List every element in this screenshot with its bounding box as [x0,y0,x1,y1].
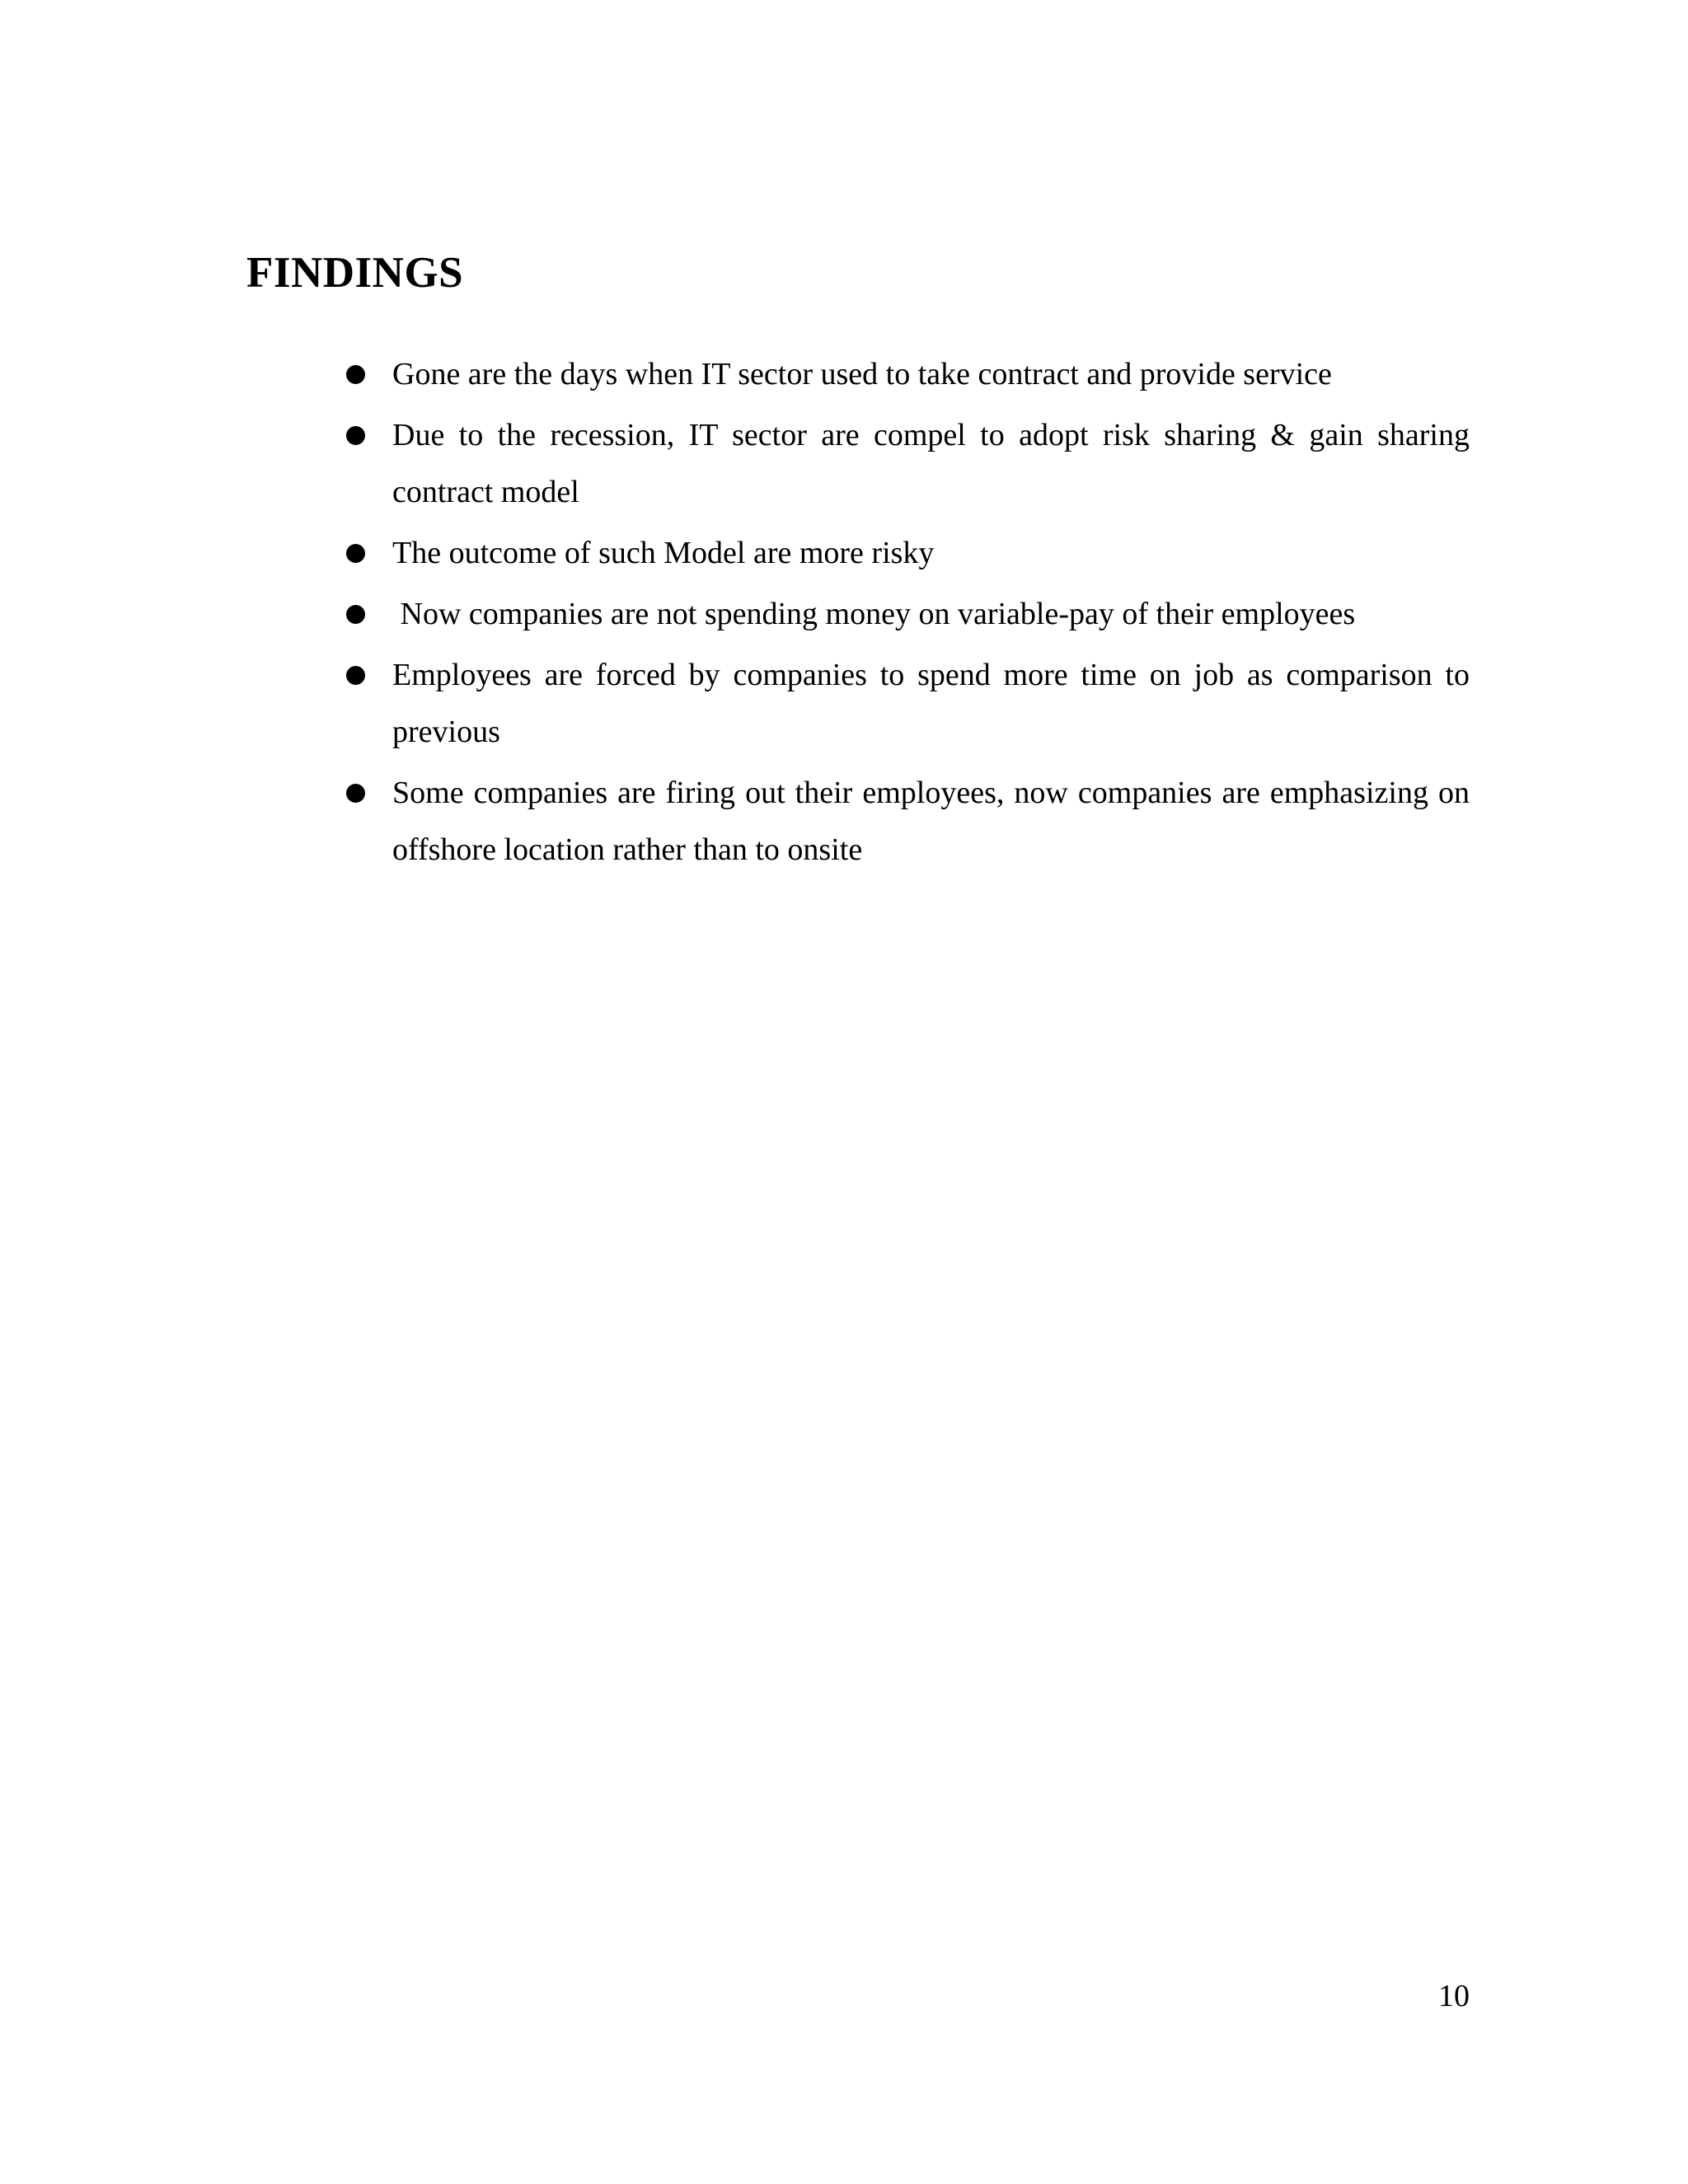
finding-text: Employees are forced by companies to spend more time on job as comparison to previous [392,658,1470,749]
finding-item [392,346,1470,403]
findings-list [392,346,1470,883]
bullet-icon [346,605,365,624]
finding-text: Due to the recession, IT sector are compel to adopt risk sharing & gain sharing contract model [392,418,1470,509]
finding-item [392,647,1470,761]
finding-item [392,765,1470,879]
finding-text: The outcome of such Model are more risky [392,536,935,570]
finding-item [392,586,1470,643]
finding-text: Now companies are not spending money on variable-pay of their employees [392,597,1356,631]
finding-text: Gone are the days when IT sector used to take contract and provide service [392,357,1332,391]
bullet-icon [346,544,365,563]
bullet-icon [346,365,365,384]
finding-text: Some companies are firing out their employees, now companies are emphasizing on offshore location rather than to onsite [392,776,1470,867]
bullet-icon [346,666,365,685]
finding-item [392,407,1470,521]
page-number: 10 [1438,1979,1470,2013]
bullet-icon [346,426,365,445]
finding-item [392,525,1470,582]
bullet-icon [346,784,365,803]
page-heading: FINDINGS [246,249,464,297]
